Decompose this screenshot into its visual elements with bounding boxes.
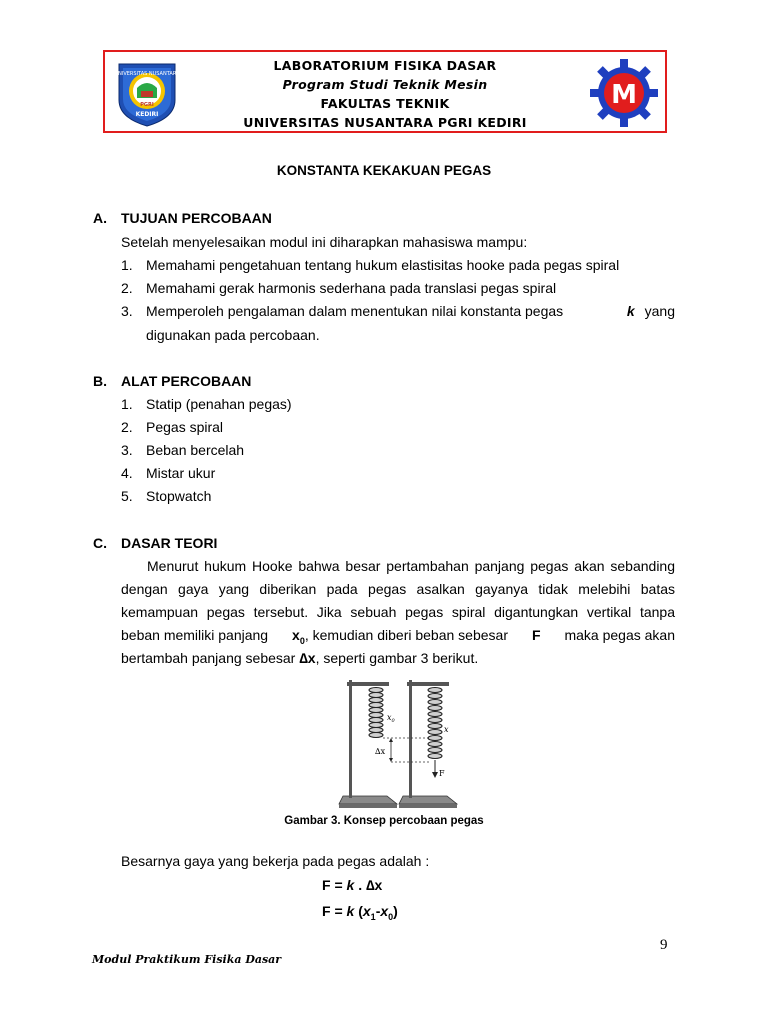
page-number: 9 (660, 937, 668, 953)
paragraph-line-5 (121, 650, 478, 666)
logo-left-bottom-text: KEDIRI (135, 111, 159, 118)
footer-text: Modul Praktikum Fisika Dasar (92, 953, 282, 966)
header-line-3: FAKULTAS TEKNIK (320, 96, 450, 111)
text-segment: bertambah panjang sebesar (121, 650, 296, 666)
list-item-number: 4. (121, 465, 133, 481)
text-segment: maka pegas akan (564, 627, 675, 643)
section-c-letter: C. (93, 535, 107, 551)
list-item-number: 2. (121, 280, 133, 296)
text-segment: , kemudian diberi beban sebesar (304, 627, 508, 643)
logo-left-mid-text: PGRI (140, 102, 154, 108)
section-b-title: ALAT PERCOBAAN (121, 373, 252, 389)
list-item-text: Statip (penahan pegas) (146, 396, 292, 412)
list-item-text: Beban bercelah (146, 442, 245, 458)
text-segment: beban memiliki panjang (121, 627, 269, 643)
logo-right-letter: M (611, 80, 637, 110)
list-item-text-before: Memperoleh pengalaman dalam menentukan nilai konstanta pegas (146, 303, 564, 319)
symbol-k: k (626, 303, 635, 319)
formula-part: F = (322, 877, 343, 893)
section-a-title: TUJUAN PERCOBAAN (121, 210, 272, 226)
formula-part: - (375, 903, 381, 919)
symbol-x0: x (292, 627, 300, 643)
list-item-text: Stopwatch (146, 488, 212, 504)
formula-part: F = (322, 903, 343, 919)
section-c-title: DASAR TEORI (121, 535, 218, 551)
formula-part: . ∆x (358, 877, 383, 893)
list-item-text: Memahami gerak harmonis sederhana pada translasi pegas spiral (146, 280, 557, 296)
symbol-k: k (346, 877, 355, 893)
header-line-2: Program Studi Teknik Mesin (282, 77, 488, 92)
list-item-number: 1. (121, 257, 133, 273)
section-b-letter: B. (93, 373, 107, 389)
letterhead (103, 50, 667, 133)
symbol-k: k (346, 903, 355, 919)
symbol-F: F (531, 627, 541, 643)
label-delta-x: ∆x (375, 747, 386, 756)
page-title: KONSTANTA KEKAKUAN PEGAS (276, 163, 492, 178)
list-item-text-after: yang (644, 303, 675, 319)
spring-figure (335, 674, 465, 819)
formula-intro: Besarnya gaya yang bekerja pada pegas adalah : (121, 853, 430, 869)
list-item-number: 1. (121, 396, 133, 412)
paragraph-line-2: dengan gaya yang diberikan pada pegas asalkan gayanya tidak melebihi batas (121, 581, 675, 597)
symbol-x0-subscript: 0 (388, 911, 394, 922)
label-x0: $x_0$ (387, 713, 395, 724)
formula-2 (322, 903, 398, 922)
list-item-text: Pegas spiral (146, 419, 224, 435)
section-a-intro: Setelah menyelesaikan modul ini diharapkan mahasiswa mampu: (121, 234, 528, 250)
label-x: x (444, 725, 449, 734)
figure-caption: Gambar 3. Konsep percobaan pegas (284, 815, 484, 827)
list-item-number: 3. (121, 303, 133, 319)
header-line-1: LABORATORIUM FISIKA DASAR (273, 58, 497, 73)
symbol-x0: x (380, 903, 389, 919)
symbol-x1: x (362, 903, 371, 919)
faculty-logo (589, 58, 659, 133)
list-item-number: 2. (121, 419, 133, 435)
symbol-x0-subscript: 0 (299, 635, 305, 646)
paragraph-line-4 (121, 627, 675, 646)
formula-part: ) (393, 903, 398, 919)
formula-part: ( (358, 903, 363, 919)
list-item-number: 5. (121, 488, 133, 504)
text-segment: , seperti gambar 3 berikut. (315, 650, 479, 666)
list-item-number: 3. (121, 442, 133, 458)
symbol-x1-subscript: 1 (370, 911, 376, 922)
section-a-letter: A. (93, 210, 107, 226)
list-item-continuation: digunakan pada percobaan. (146, 327, 320, 343)
logo-left-top-text: UNIVERSITAS NUSANTARA (114, 71, 180, 77)
label-F: F (439, 769, 445, 778)
paragraph-line-1: Menurut hukum Hooke bahwa besar pertambahan panjang pegas akan sebanding (147, 558, 675, 574)
symbol-delta-x: ∆x (299, 650, 316, 666)
list-item-text (146, 303, 675, 319)
formula-1 (322, 877, 382, 893)
paragraph-line-3: kemampuan pegas tersebut. Jika sebuah pegas spiral digantungkan vertikal tanpa (121, 604, 675, 620)
header-line-4: UNIVERSITAS NUSANTARA PGRI KEDIRI (243, 115, 527, 130)
list-item-text: Memahami pengetahuan tentang hukum elastisitas hooke pada pegas spiral (146, 257, 620, 273)
list-item-text: Mistar ukur (146, 465, 216, 481)
